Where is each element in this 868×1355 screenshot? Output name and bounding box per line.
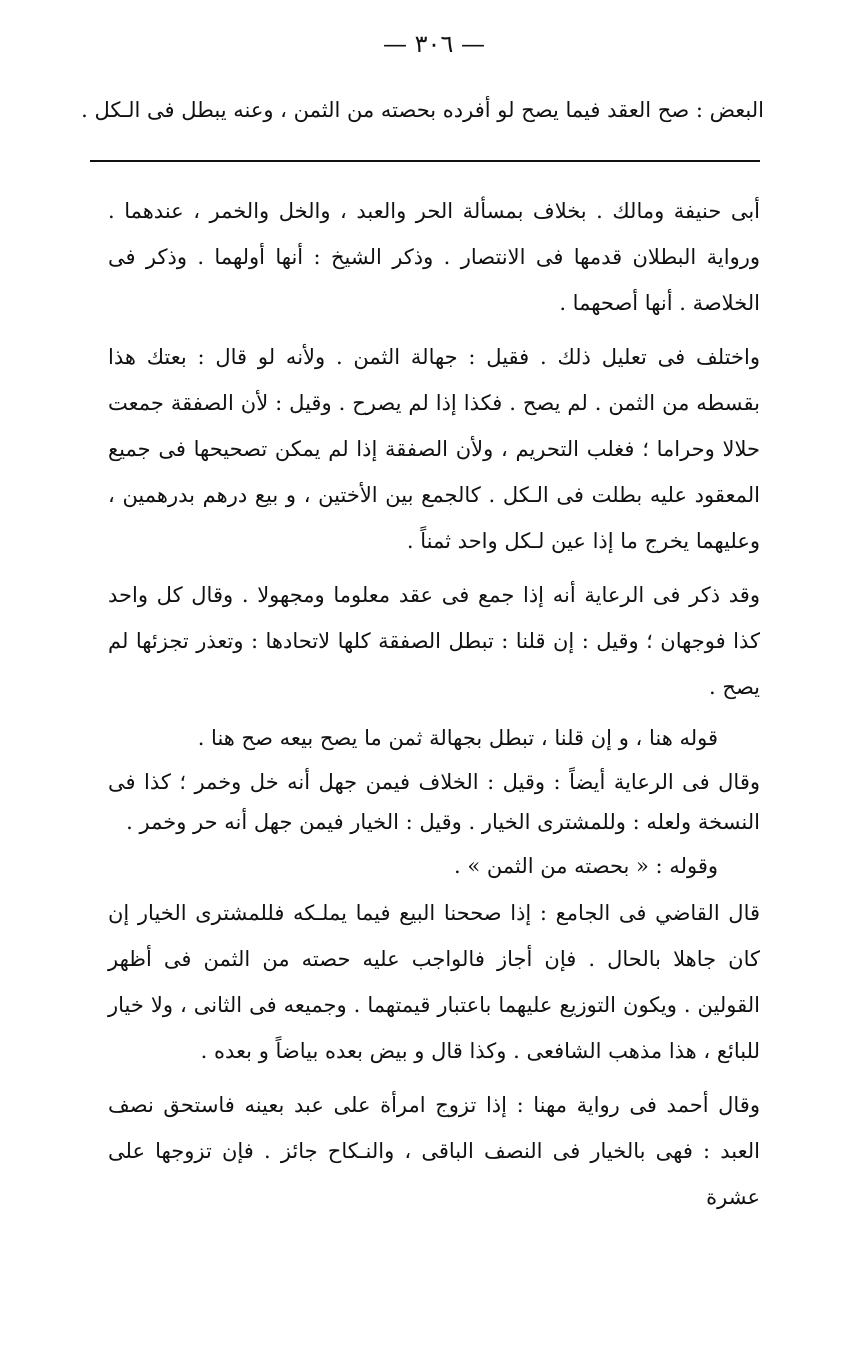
paragraph-6: وقوله : « بحصته من الثمن » . [454,854,718,878]
paragraph-1: أبى حنيفة ومالك . بخلاف بمسألة الحر والعبد ، والخل والخمر ، عندهما . ورواية البطلان قدمها فى الانتصار . وذكر الشيخ : أنها أولهما . وذكر فى الخلاصة . أنها أصحهما . [108,199,760,315]
paragraph-7: قال القاضي فى الجامع : إذا صححنا البيع فيما يملـكه فللمشترى الخيار إن كان جاهلا بالحال . فإن أجاز فالواجب عليه حصته من الثمن فى أظهر القولين . ويكون التوزيع عليهما باعتبار قيمتهما . وجميعه فى الثانى ، ولا خيار للبائع ، هذا مذهب الشافعى . وكذا قال و بيض بعده بياضاً و بعده . [108,901,760,1063]
paragraph-8: وقال أحمد فى رواية مهنا : إذا تزوج امرأة على عبد بعينه فاستحق نصف العبد : فهى بالخيار فى النصف الباقى ، والنـكاح جائز . فإن تزوجها على عشرة [108,1093,760,1209]
body-text [108,188,760,1228]
paragraph-4: قوله هنا ، و إن قلنا ، تبطل بجهالة ثمن ما يصح بيعه صح هنا . [197,726,718,750]
horizontal-rule [90,160,760,162]
header-line: البعض : صح العقد فيما يصح لو أفرده بحصته من الثمن ، وعنه يبطل فى الـكل . [81,98,764,122]
page-number: — ٣٠٦ — [383,30,485,58]
paragraph-3: وقد ذكر فى الرعاية أنه إذا جمع فى عقد معلوما ومجهولا . وقال كل واحد كذا فوجهان ؛ وقيل : إن قلنا : تبطل الصفقة كلها لاتحادها : وتعذر تجزئها لم يصح . [108,583,760,699]
paragraph-5: وقال فى الرعاية أيضاً : وقيل : الخلاف فيمن جهل أنه خل وخمر ؛ كذا فى النسخة ولعله : وللمشترى الخيار . وقيل : الخيار فيمن جهل أنه حر وخمر . [108,770,760,834]
paragraph-2: واختلف فى تعليل ذلك . فقيل : جهالة الثمن . ولأنه لو قال : بعتك هذا بقسطه من الثمن . لم يصح . فكذا إذا لم يصرح . وقيل : لأن الصفقة جمعت حلالا وحراما ؛ فغلب التحريم ، ولأن الصفقة إذا لم يمكن تصحيحها فى جميع المعقود عليه بطلت فى الـكل . كالجمع بين الأختين ، و بيع درهم بدرهمين ، وعليهما يخرج ما إذا عين لـكل واحد ثمناً . [108,345,760,553]
